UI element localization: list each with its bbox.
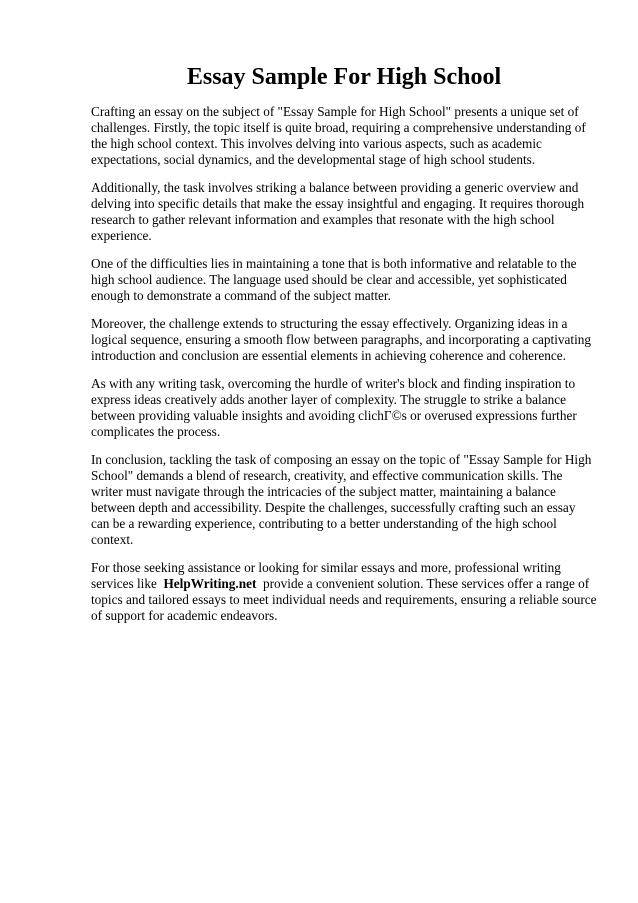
helpwriting-link[interactable]: HelpWriting.net bbox=[163, 576, 257, 591]
text-spacing bbox=[256, 576, 263, 591]
essay-paragraph-4: Moreover, the challenge extends to structuring the essay effectively. Organizing ideas in a logical sequence, ensuring a smooth flow between paragraphs, and incorporating a captivating introduction and conclusion are essential elements in achieving coherence and coherence. bbox=[91, 316, 592, 363]
document-title: Essay Sample For High School bbox=[186, 64, 502, 90]
essay-paragraph-5: As with any writing task, overcoming the hurdle of writer's block and finding inspiration to express ideas creatively adds another layer of complexity. The struggle to strike a balance between providing valuable insights and avoiding clichГ©s or overused expressions further complicates the process. bbox=[91, 376, 577, 439]
essay-paragraph-1: Crafting an essay on the subject of "Essay Sample for High School" presents a unique set of challenges. Firstly, the topic itself is quite broad, requiring a comprehensive understanding of the high school context. This involves delving into various aspects, such as academic expectations, social dynamics, and the developmental stage of high school students. bbox=[91, 104, 586, 167]
document-content bbox=[91, 62, 597, 624]
essay-paragraph-2: Additionally, the task involves striking a balance between providing a generic overview and delving into specific details that make the essay insightful and engaging. It requires thorough research to gather relevant information and examples that resonate with the high school experience. bbox=[91, 180, 585, 243]
essay-paragraph-6: In conclusion, tackling the task of composing an essay on the topic of "Essay Sample for High School" demands a blend of research, creativity, and effective communication skills. The writer must navigate through the intricacies of the subject matter, maintaining a balance between depth and accessibility. Despite the challenges, successfully crafting such an essay can be a rewarding experience, contributing to a better understanding of the high school context. bbox=[91, 452, 592, 547]
paragraph-text-before-link: For those seeking assistance or looking for similar essays and more, professional writing services like bbox=[91, 560, 561, 591]
essay-paragraph-7 bbox=[91, 560, 597, 624]
essay-paragraph-3: One of the difficulties lies in maintaining a tone that is both informative and relatable to the high school audience. The language used should be clear and accessible, yet sophisticated enough to demonstrate a command of the subject matter. bbox=[91, 256, 577, 303]
paragraph-text-after-link: provide a convenient solution. These services offer a range of topics and tailored essays to meet individual needs and requirements, ensuring a reliable source of support for academic endeavors. bbox=[91, 576, 597, 623]
